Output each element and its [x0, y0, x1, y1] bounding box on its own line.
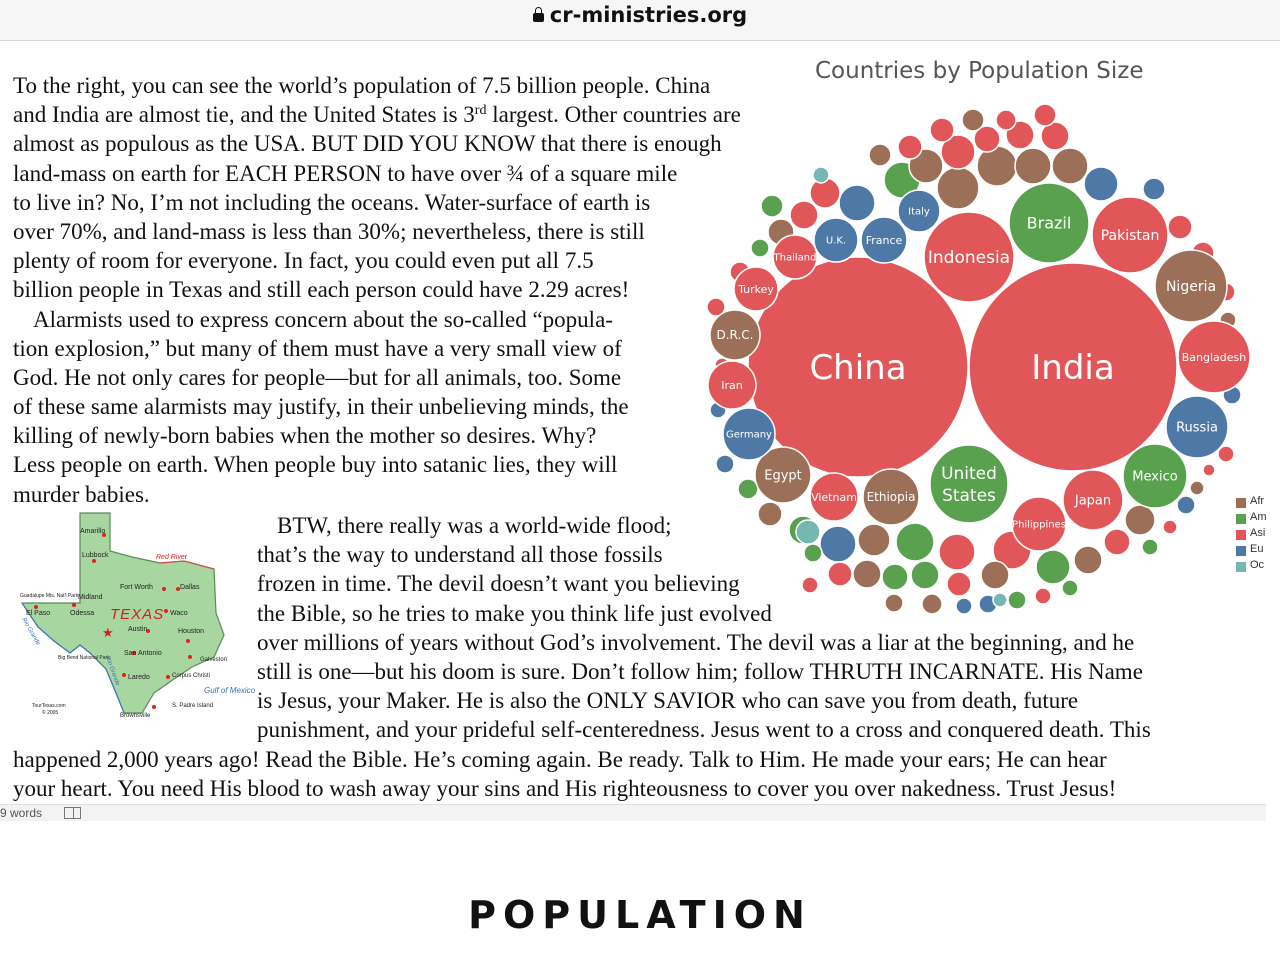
population-bubble [790, 201, 818, 229]
text-line: killing of newly-born babies when the mother so desires. Why? [13, 423, 597, 449]
bubble-label: Japan [1074, 493, 1112, 509]
population-bubble [869, 144, 891, 166]
bubble-chart [700, 12, 1266, 602]
page-layout-icon[interactable] [64, 807, 81, 819]
map-credit: © 2005 [42, 710, 59, 716]
population-bubble [796, 520, 820, 544]
text-line: murder babies. [13, 481, 150, 507]
map-label: Austin [128, 626, 148, 633]
population-bubble [922, 594, 942, 614]
bubble-label: States [942, 486, 996, 506]
map-label: Galveston [200, 657, 228, 663]
population-bubble [1034, 104, 1056, 126]
map-label: Amarillo [80, 528, 106, 535]
bubble-label: D.R.C. [716, 328, 754, 343]
bubble-label: Egypt [764, 468, 802, 484]
population-bubble [1203, 464, 1215, 476]
population-bubble [1125, 505, 1155, 535]
text-line: the Bible, so he tries to make you think life just evolved [257, 600, 772, 626]
population-bubble [962, 109, 984, 131]
text-line: Alarmists used to express concern about the so-called “popula- [33, 306, 613, 332]
population-bubble [882, 564, 908, 590]
lock-icon [533, 13, 544, 22]
population-bubble [738, 479, 758, 499]
superscript: rd [474, 103, 487, 119]
bubble-label: Turkey [738, 282, 774, 296]
url-text: cr-ministries.org [549, 3, 748, 27]
bubble-label: Mexico [1132, 469, 1178, 485]
population-bubble [858, 524, 890, 556]
bubble-label: Ethiopia [866, 490, 916, 505]
bubble-label: Vietnam [811, 490, 857, 504]
text-span: largest. Other countries are [486, 102, 741, 128]
text-line: to live in? No, I’m not including the oceans. Water-surface of earth is [13, 189, 651, 215]
bubble-label: Philippines [1012, 519, 1066, 531]
text-line: BTW, there really was a world-wide flood; [277, 513, 672, 538]
map-label: Brownsville [120, 713, 151, 719]
text-line: land-mass on earth for EACH PERSON to have over ¾ of a square mile [13, 160, 678, 186]
population-bubble [1052, 148, 1088, 184]
text-line [13, 100, 818, 129]
population-bubble [751, 239, 769, 257]
text-line: billion people in Texas and still each person could have 2.29 acres! [13, 277, 630, 303]
text-line: happened 2,000 years ago! Read the Bible. He’s coming again. Be ready. Talk to Him. He made your ears; He can hear [13, 746, 1107, 772]
population-bubble [1168, 215, 1192, 239]
text-line: punishment, and your prideful self-centeredness. Jesus went to a cross and conquered death. This [257, 717, 1151, 743]
population-bubble [853, 560, 881, 588]
population-bubble [758, 502, 782, 526]
map-label: Gulf of Mexico [204, 686, 256, 695]
population-bubble [896, 523, 934, 561]
population-bubble [937, 167, 979, 209]
population-bubble [761, 195, 783, 217]
population-bubble [1177, 496, 1195, 514]
paragraph-population [13, 71, 818, 509]
status-bar [0, 804, 1266, 821]
text-line: over millions of years without God’s involvement. The devil was a liar at the beginning, and he [257, 629, 1135, 655]
bubble-label: Russia [1176, 420, 1218, 436]
bubble-label: U.K. [825, 235, 847, 247]
population-bubble [839, 185, 875, 221]
bubble-label: Nigeria [1165, 278, 1217, 295]
bubble-label: Thailand [773, 252, 817, 264]
population-bubble [930, 118, 954, 142]
map-label: Laredo [128, 674, 150, 681]
population-bubble [1104, 529, 1130, 555]
svg-text:★: ★ [102, 625, 114, 640]
population-bubble [939, 534, 975, 570]
text-line: tion explosion,” but many of them must have a very small view of [13, 335, 622, 361]
map-label: Corpus Christi [172, 673, 211, 679]
population-bubble [1074, 546, 1102, 574]
population-bubble [802, 577, 818, 593]
population-bubble [813, 167, 829, 183]
map-label: Dallas [180, 584, 200, 591]
population-bubble [996, 110, 1016, 130]
bubble-label: Pakistan [1100, 227, 1160, 244]
population-bubble [828, 562, 852, 586]
map-title: TEXAS [110, 606, 165, 623]
population-bubble [885, 594, 903, 612]
population-bubble [804, 544, 822, 562]
text-line: is Jesus, your Maker. He is also the ONLY SAVIOR who can save you from death, future [257, 688, 1079, 714]
bubble-label: India [1031, 347, 1115, 388]
population-bubble [1163, 520, 1177, 534]
bubble-label: France [865, 233, 903, 247]
population-bubble [898, 135, 922, 159]
texas-map [14, 507, 256, 721]
text-line: almost as populous as the USA. BUT DID YOU KNOW that there is enough [13, 131, 722, 157]
population-bubble [1036, 550, 1070, 584]
map-label: S. Padre Island [172, 703, 214, 709]
text-line: plenty of room for everyone. In fact, you could even put all 7.5 [13, 248, 594, 274]
bubble-label: Iran [721, 378, 743, 392]
page-caption: POPULATION [468, 893, 812, 937]
bubble-label: Germany [726, 429, 772, 441]
population-bubble [1084, 167, 1118, 201]
bubble-label: United [941, 463, 997, 484]
text-line: of these same alarmists may justify, in their unbelieving minds, the [13, 394, 629, 420]
map-label: Rio Grande [104, 655, 121, 687]
word-count[interactable]: 9 words [0, 806, 43, 820]
bubble-label: Bangladesh [1181, 350, 1247, 364]
map-label: Odessa [70, 610, 95, 617]
text-line: frozen in time. The devil doesn’t want you believing [257, 571, 740, 597]
text-span: and India are almost tie, and the United States is 3 [13, 102, 475, 128]
map-label: Big Bend National Park [58, 655, 110, 661]
bubble-united-states [930, 445, 1008, 523]
map-label: Red River [156, 554, 188, 561]
population-bubble [911, 561, 939, 589]
chart-title: Countries by Population Size [815, 58, 1144, 84]
bubble-label: Brazil [1026, 213, 1072, 233]
population-bubble [716, 455, 734, 473]
map-label: Fort Worth [120, 584, 153, 591]
text-line: your heart. You need His blood to wash away your sins and His righteousness to cover you over nakedness. Trust Jesus! [13, 775, 1117, 801]
map-label: Guadalupe Mts. Nat'l Park [20, 593, 79, 599]
population-bubble [956, 598, 972, 614]
population-bubble [1190, 481, 1204, 495]
population-bubble [1142, 539, 1158, 555]
map-label: El Paso [26, 610, 51, 617]
bubble-label: China [809, 347, 907, 388]
population-bubble [1143, 178, 1165, 200]
text-line: To the right, you can see the world’s population of 7.5 billion people. China [13, 73, 711, 98]
text-line: over 70%, and land-mass is less than 30%; nevertheless, there is still [13, 218, 645, 244]
population-bubble [993, 593, 1007, 607]
text-line: still is one—but his doom is sure. Don’t follow him; follow THRUTH INCARNATE. His Name [257, 658, 1143, 684]
map-label: Waco [170, 610, 188, 617]
population-bubble [1015, 148, 1051, 184]
population-bubble [981, 561, 1009, 589]
population-bubble [947, 572, 971, 596]
bubble-label: Italy [908, 206, 930, 218]
text-line: Less people on earth. When people buy into satanic lies, they will [13, 452, 618, 478]
bubble-label: Indonesia [927, 247, 1011, 268]
map-label: Midland [78, 594, 103, 601]
map-label: Rio Grande [20, 617, 41, 647]
population-bubble [1062, 580, 1078, 596]
population-bubble [1035, 588, 1051, 604]
text-line: God. He not only cares for people—but for all animals, too. Some [13, 364, 622, 390]
text-line: that’s the way to understand all those fossils [257, 542, 663, 568]
map-label: Houston [178, 628, 205, 635]
population-bubble [1008, 591, 1026, 609]
map-label: Lubbock [82, 552, 109, 559]
population-bubble [820, 526, 856, 562]
map-label: San Antonio [124, 650, 162, 657]
map-credit: TourTexas.com [32, 703, 66, 709]
